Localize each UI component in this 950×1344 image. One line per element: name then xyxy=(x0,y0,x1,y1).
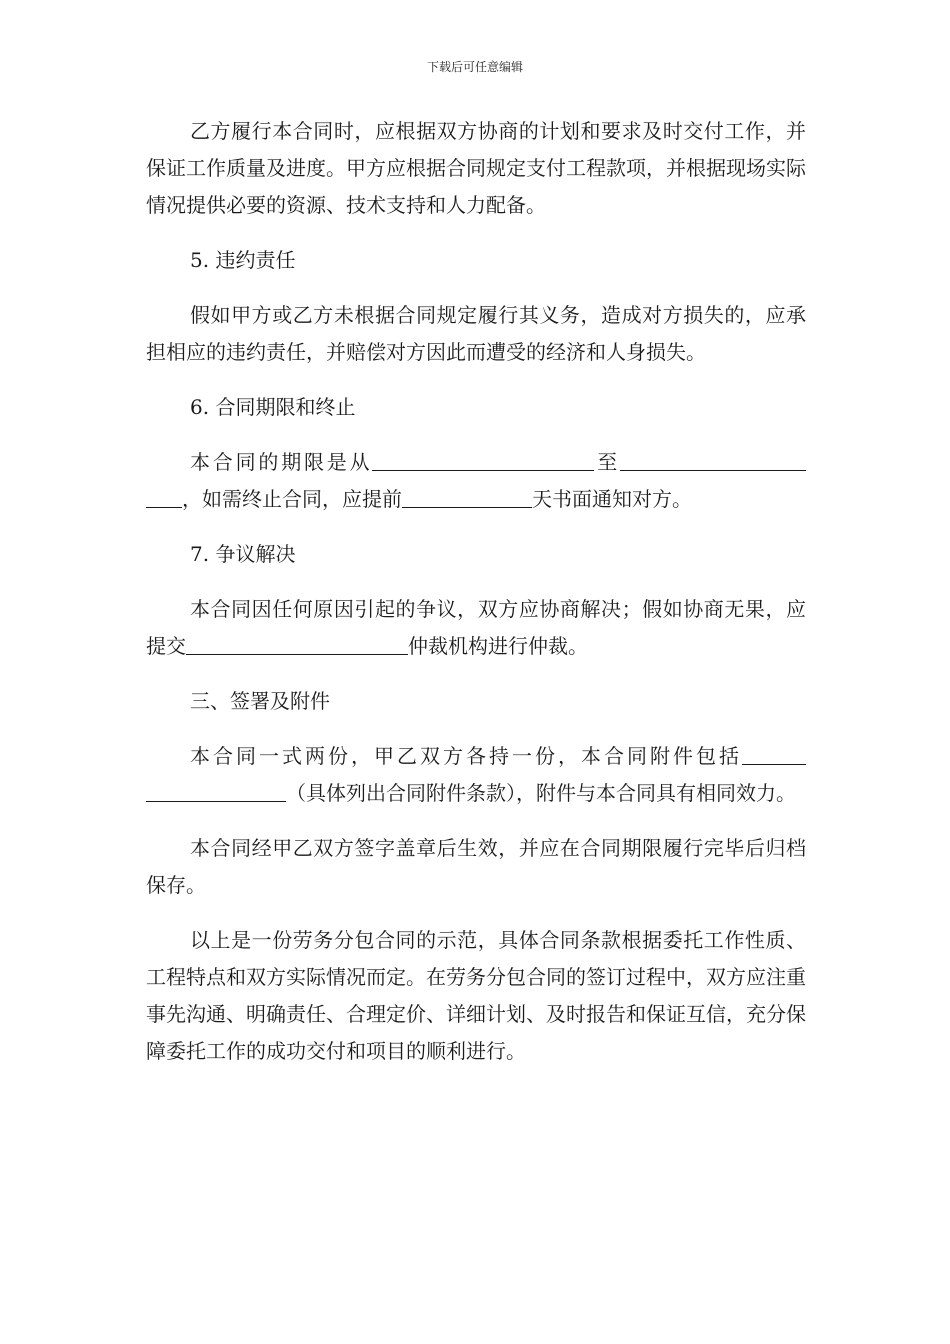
paragraph-term-termination xyxy=(146,444,806,518)
heading-signing-attachments: 三、签署及附件 xyxy=(190,689,330,713)
document-body xyxy=(146,113,806,1088)
dispute-text-2: 仲裁机构进行仲裁。 xyxy=(408,634,588,658)
heading-breach-liability: 5. 违约责任 xyxy=(190,248,296,272)
attachments-text-2: （具体列出合同附件条款），附件与本合同具有相同效力。 xyxy=(286,781,796,805)
dispute-text-1: 本合同因任何原因引起的争议，双方应协商解决；假如协商无果，应提交 xyxy=(146,597,806,658)
paragraph-breach-liability: 假如甲方或乙方未根据合同规定履行其义务，造成对方损失的，应承担相应的违约责任，并赔偿对方因此而遭受的经济和人身损失。 xyxy=(146,303,806,364)
paragraph-attachments xyxy=(146,738,806,812)
paragraph-effectiveness: 本合同经甲乙双方签字盖章后生效，并应在合同期限履行完毕后归档保存。 xyxy=(146,836,806,897)
paragraph-obligations: 乙方履行本合同时，应根据双方协商的计划和要求及时交付工作，并保证工作质量及进度。甲方应根据合同规定支付工程款项，并根据现场实际情况提供必要的资源、技术支持和人力配备。 xyxy=(146,119,806,217)
paragraph-summary: 以上是一份劳务分包合同的示范，具体合同条款根据委托工作性质、工程特点和双方实际情况而定。在劳务分包合同的签订过程中，双方应注重事先沟通、明确责任、合理定价、详细计划、及时报告和保证互信，充分保障委托工作的成功交付和项目的顺利进行。 xyxy=(146,928,806,1063)
term-text-2: 至 xyxy=(594,450,621,474)
end-date-blank-continued xyxy=(146,483,182,508)
arbitration-body-blank xyxy=(186,630,408,655)
term-text-3: ，如需终止合同，应提前 xyxy=(182,487,402,511)
start-date-blank xyxy=(372,446,594,471)
notice-days-blank xyxy=(402,483,532,508)
attachments-blank xyxy=(742,740,806,765)
attachments-blank-continued xyxy=(146,777,286,802)
heading-dispute-resolution: 7. 争议解决 xyxy=(190,542,296,566)
attachments-text-1: 本合同一式两份，甲乙双方各持一份，本合同附件包括 xyxy=(190,744,742,768)
paragraph-dispute-resolution xyxy=(146,591,806,665)
heading-term-termination: 6. 合同期限和终止 xyxy=(190,395,356,419)
end-date-blank xyxy=(620,446,806,471)
term-text-1: 本合同的期限是从 xyxy=(190,450,373,474)
page-header: 下载后可任意编辑 xyxy=(426,60,523,74)
term-text-4: 天书面通知对方。 xyxy=(532,487,692,511)
